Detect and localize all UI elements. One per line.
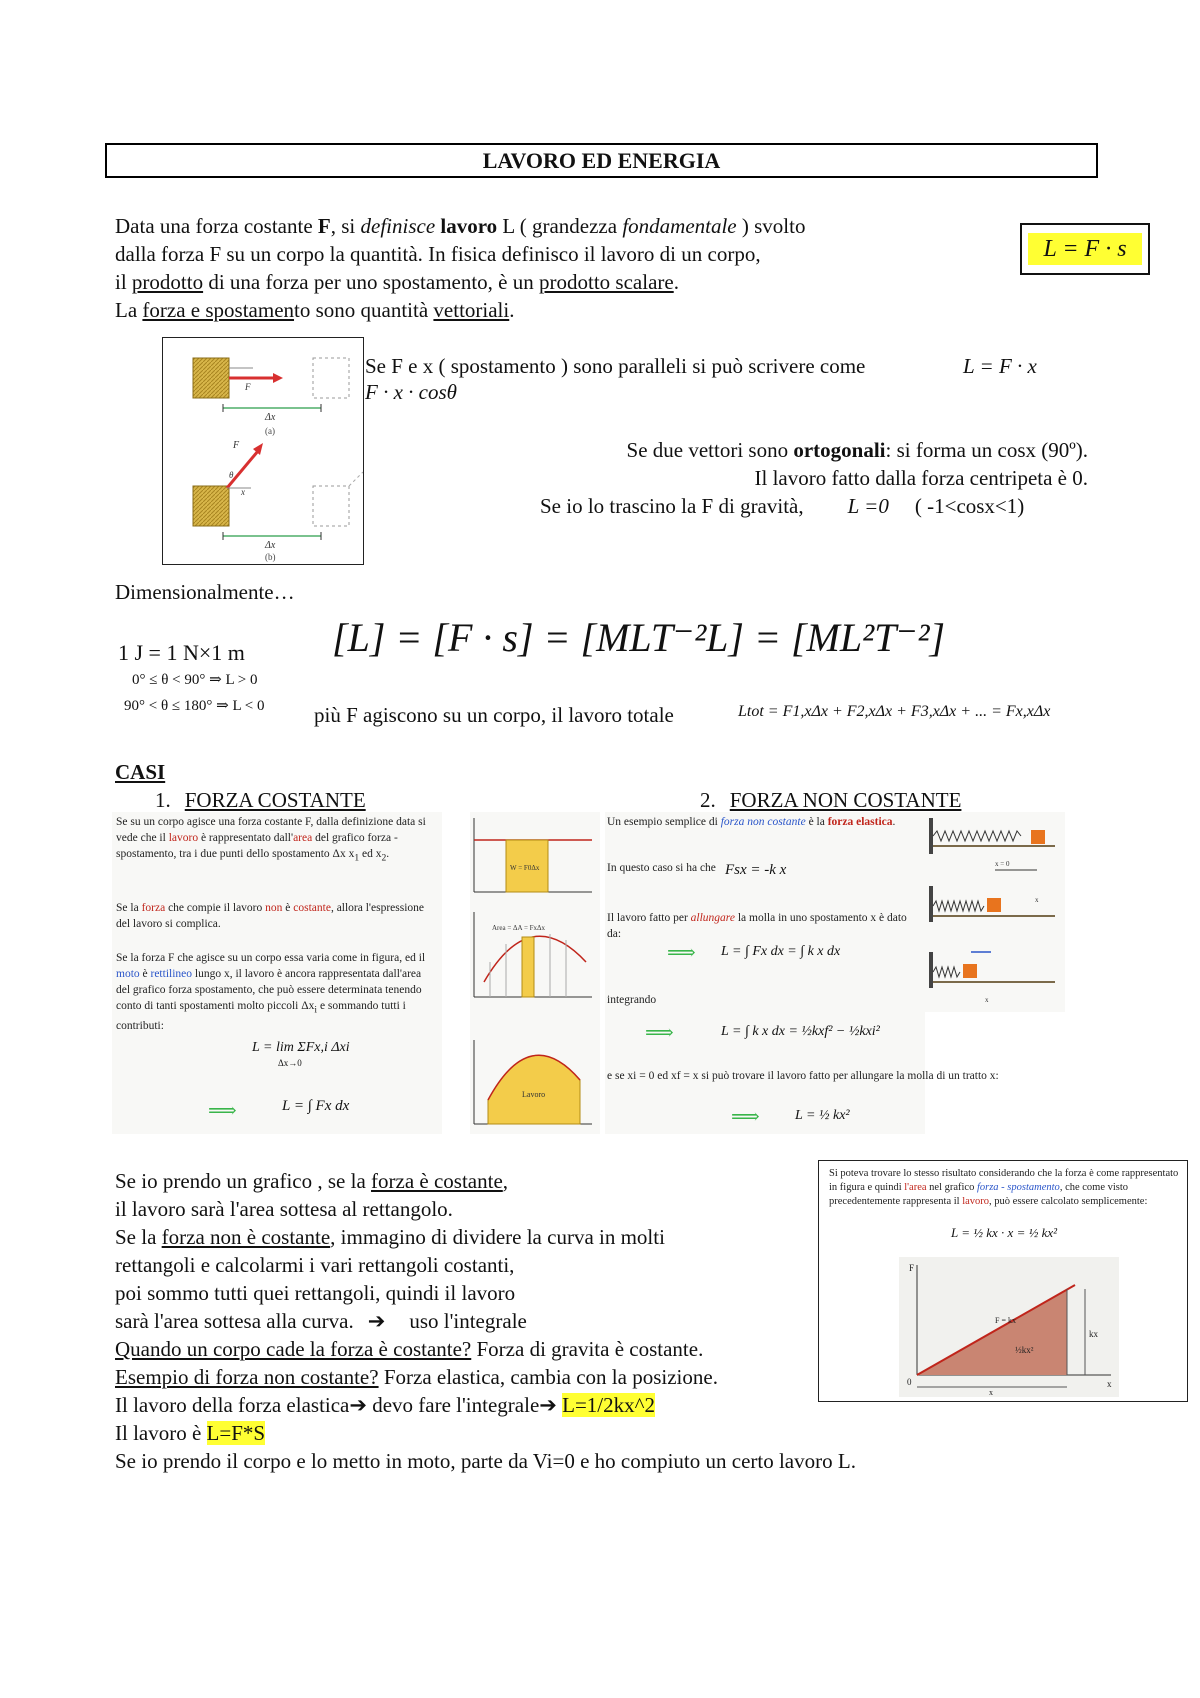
graph-line-2: il lavoro sarà l'area sottesa al rettangolo.: [115, 1197, 453, 1221]
graph-line-1: Se io prendo un grafico , se la forza è costante,: [115, 1169, 509, 1193]
arrow-icon-2: ➔: [349, 1393, 367, 1417]
force-displacement-graphs: [470, 812, 600, 1134]
fig-dx-label-a: Δx: [265, 412, 276, 423]
graph-line-3: Se la forza non è costante, immagino di dividere la curva in molti: [115, 1225, 665, 1249]
case-2-paragraph-5: e se xi = 0 ed xf = x si può trovare il lavoro fatto per allungare la molla di un tratto x:: [607, 1070, 999, 1082]
graph-line-4: rettangoli e calcolarmi i vari rettangoli costanti,: [115, 1253, 515, 1277]
case-2-paragraph-4: integrando: [607, 994, 657, 1006]
fig-f-label-b: F: [233, 440, 240, 451]
case-1-paragraph-3: Se la forza F che agisce su un corpo essa varia come in figura, ed il moto è rettilineo lungo x, il lavoro è ancora rappresentata dall'area del grafico forza spostamento, che può essere determinata tenendo conto di tanti spostamenti molto piccoli $\Delta x_i$ e sommando tutti i contributi:: [116, 952, 426, 1033]
intro-line-4: La forza e spostamento sono quantità vettoriali.: [115, 298, 515, 322]
case-2-panel: [605, 812, 999, 1134]
dimension-formula: [L] = [F · s] = [MLT⁻²L] = [ML²T⁻²]: [332, 615, 946, 660]
graph-line-8: Esempio di forza non costante? Forza elastica, cambia con la posizione.: [115, 1365, 718, 1389]
case-1-paragraph-1: Se su un corpo agisce una forza costante F, dalla definizione data si vede che il lavoro è rappresentato dall'area del grafico forza - spostamento, tra i due punti dello spostamento Δx $x_1$ ed $x_2$.: [116, 816, 426, 864]
fig-b-label: (b): [265, 552, 276, 562]
joule-formula: 1 J = 1 N×1 m: [118, 640, 245, 665]
intro-line-3: il prodotto di una forza per uno spostamento, è un prodotto scalare.: [115, 270, 679, 294]
lavoro-area-label: Lavoro: [522, 1090, 546, 1099]
tri-area-label: ½kx²: [1015, 1345, 1034, 1355]
tri-zero-label: 0: [907, 1377, 912, 1387]
graph-line-6: sarà l'area sottesa alla curva. ➔ uso l'integrale: [115, 1309, 527, 1333]
springs-figure: [925, 812, 1065, 1012]
case-1-heading: 1. FORZA COSTANTE: [155, 788, 366, 812]
case-1-paragraph-2: Se la forza che compie il lavoro non è costante, allora l'espressione del lavoro si complica.: [116, 902, 425, 930]
elastic-force-formula: Fsx = -k x: [725, 862, 787, 878]
title-box: [105, 143, 1098, 178]
work-formula: L = F · s: [1028, 233, 1142, 265]
graph-line-7: Quando un corpo cade la forza è costante? Forza di gravita è costante.: [115, 1337, 704, 1361]
side-paragraph: Si poteva trovare lo stesso risultato considerando che la forza è come rappresentato in figura e quindi l'area nel grafico forza - spostamento, che come visto precedentemente rappresenta il lavoro, può essere calcolato semplicemente:: [829, 1168, 1179, 1207]
case-2-paragraph-1: Un esempio semplice di forza non costante è la forza elastica.: [607, 816, 896, 828]
angle-condition-2: 90° < θ ≤ 180° ⇒ L < 0: [124, 698, 265, 714]
case-2-heading: 2. FORZA NON COSTANTE: [700, 788, 962, 812]
case-1-limit-sub: Δx→0: [278, 1058, 302, 1068]
page-title: LAVORO ED ENERGIA: [482, 148, 721, 173]
spring-label-1: x = 0: [995, 860, 1010, 868]
case-1-graphs: [470, 812, 600, 1134]
tri-f-label: F: [909, 1263, 915, 1273]
graph-line-5: poi sommo tutti quei rettangoli, quindi il lavoro: [115, 1281, 516, 1305]
intro-line-1: Data una forza costante F, si definisce lavoro L ( grandezza fondamentale ) svolto: [115, 214, 806, 238]
case-1-panel: [112, 812, 442, 1134]
case-2-integral-1: L = ∫ Fx dx = ∫ k x dx: [721, 944, 841, 959]
spring-label-2: x: [1035, 896, 1039, 904]
spring-label-3: x: [985, 996, 989, 1004]
case-2-arrow-icon-3: ⟹: [731, 1106, 760, 1128]
fig-x-label: x: [241, 487, 245, 497]
arrow-icon-1: ➔: [367, 1309, 386, 1333]
tri-x-label: x: [1107, 1379, 1112, 1389]
orthogonal-line: Se due vettori sono ortogonali: si forma un cosx (90º).: [626, 438, 1088, 462]
total-work-text: più F agiscono su un corpo, il lavoro totale: [314, 703, 674, 727]
case-1-arrow-icon: ⟹: [208, 1100, 237, 1122]
case-1-limit-formula: L = lim ΣFx,i Δxi: [252, 1040, 350, 1055]
centripeta-line: Il lavoro fatto dalla forza centripeta è 0.: [754, 466, 1088, 490]
case-2-result-formula: L = ½ kx²: [795, 1108, 850, 1123]
fig-dx-label-b: Δx: [265, 540, 276, 551]
parallel-formula-2: F · x · cosθ: [365, 380, 457, 404]
graph-line-11: Se io prendo il corpo e lo metto in moto, parte da Vi=0 e ho compiuto un certo lavoro L.: [115, 1449, 856, 1473]
gravita-line: Se io lo trascino la F di gravità, L =0 ( -1<cosx<1): [540, 494, 1025, 518]
area-label: Area = ΔA = FxΔx: [492, 924, 546, 932]
fig-theta-label: θ: [229, 470, 234, 480]
case-1-integral-formula: L = ∫ Fx dx: [282, 1098, 350, 1114]
intro-line-2: dalla forza F su un corpo la quantità. In fisica definisco il lavoro di un corpo,: [115, 242, 761, 266]
parallel-line-1: Se F e x ( spostamento ) sono paralleli si può scrivere come: [365, 354, 866, 378]
elastic-triangle-figure: [818, 1160, 1188, 1402]
case-2-arrow-icon-2: ⟹: [645, 1022, 674, 1044]
total-work-formula: Ltot = F1,xΔx + F2,xΔx + F3,xΔx + ... = Fx,xΔx: [738, 703, 1051, 720]
casi-heading: CASI: [115, 760, 166, 784]
work-formula-box: [1020, 223, 1150, 275]
block-force-diagram: [163, 338, 363, 564]
tri-kx-label: kx: [1089, 1329, 1098, 1339]
case-2-paragraph-3: Il lavoro fatto per allungare la molla in uno spostamento x è dato da:: [607, 912, 907, 940]
angle-condition-1: 0° ≤ θ < 90° ⇒ L > 0: [132, 672, 258, 688]
triangle-graph: [899, 1257, 1119, 1397]
block-force-figure: [162, 337, 364, 565]
tri-fkx-label: F = kx: [995, 1316, 1016, 1325]
graph-line-9: Il lavoro della forza elastica➔ devo fare l'integrale➔ L=1/2kx^2: [115, 1393, 655, 1417]
spring-diagram: [925, 812, 1065, 1012]
case-2-paragraph-2: In questo caso si ha che: [607, 862, 716, 874]
case-2-integral-2: L = ∫ k x dx = ½kxf² − ½kxi²: [721, 1024, 880, 1039]
graph-line-10: Il lavoro è L=F*S: [115, 1421, 266, 1445]
constant-work-label: W = F0Δx: [510, 864, 540, 872]
arrow-icon-3: ➔: [539, 1393, 557, 1417]
fig-f-label-a: F: [245, 382, 251, 392]
parallel-formula-1: L = F · x: [963, 354, 1037, 378]
tri-x-bottom-label: x: [989, 1388, 993, 1397]
dimensional-label: Dimensionalmente…: [115, 580, 295, 604]
case-2-arrow-icon-1: ⟹: [667, 942, 696, 964]
side-formula: L = ½ kx · x = ½ kx²: [951, 1225, 1058, 1240]
fig-a-label: (a): [265, 426, 275, 436]
